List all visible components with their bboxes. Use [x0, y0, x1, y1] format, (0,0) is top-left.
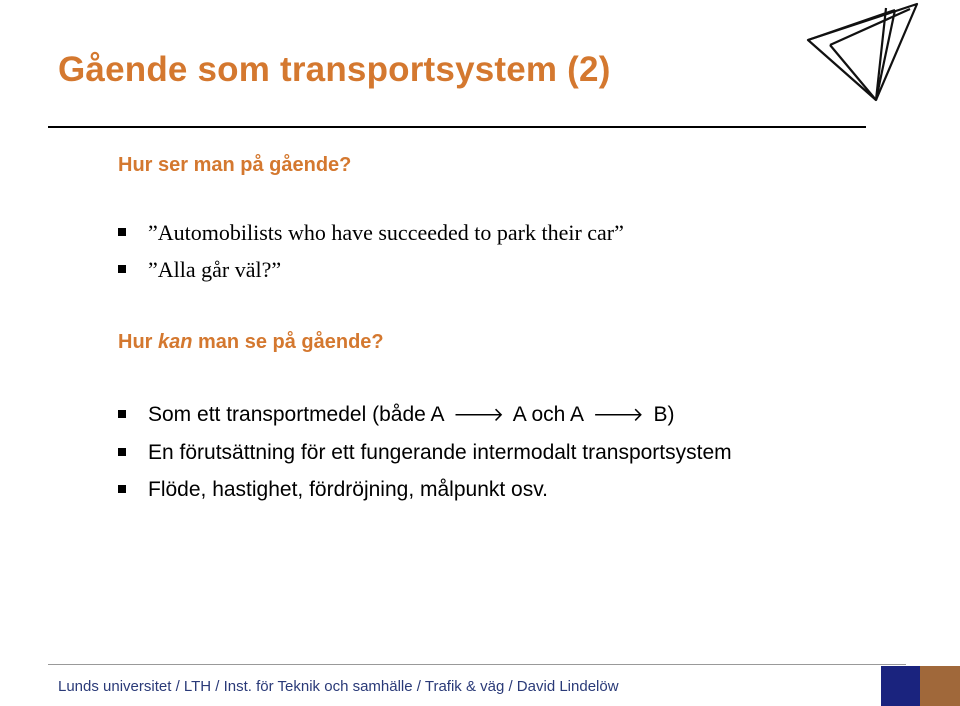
list-item: [118, 251, 624, 288]
list-item: Som ett transportmedel (både A 🡒 A och A 🡒 B): [118, 396, 732, 434]
square-bullet-icon: [118, 485, 126, 493]
footer-divider: [48, 664, 906, 665]
emphasis-kan: kan: [158, 331, 193, 353]
slide-title: Gående som transportsystem (2): [58, 50, 611, 89]
square-bullet-icon: [118, 448, 126, 456]
list-item: [118, 214, 624, 251]
square-bullet-icon: [118, 228, 126, 236]
section2-heading: Hur kan man se på gående?: [118, 331, 384, 353]
right-arrow-icon: 🡒: [592, 404, 644, 426]
section1-bullet-list: [118, 214, 624, 288]
pyramid-logo-icon: [800, 0, 925, 110]
square-bullet-icon: [118, 410, 126, 418]
square-bullet-icon: [118, 265, 126, 273]
right-arrow-icon: 🡒: [453, 404, 505, 426]
footer-blue-square: [881, 666, 920, 706]
bullet-text: ”Automobilists who have succeeded to park their car”: [148, 220, 624, 245]
bullet-text: Flöde, hastighet, fördröjning, målpunkt osv.: [148, 478, 548, 501]
footer-text: Lunds universitet / LTH / Inst. för Teknik och samhälle / Trafik & väg / David Lindelöw: [58, 678, 619, 695]
footer-brown-square: [920, 666, 960, 706]
section2-bullet-list: [118, 396, 732, 508]
title-divider: [48, 126, 866, 128]
bullet-text: En förutsättning för ett fungerande intermodalt transportsystem: [148, 441, 732, 464]
list-item: [118, 434, 732, 471]
list-item: [118, 471, 732, 508]
section1-heading: Hur ser man på gående?: [118, 154, 352, 176]
bullet-text: ”Alla går väl?”: [148, 257, 282, 282]
